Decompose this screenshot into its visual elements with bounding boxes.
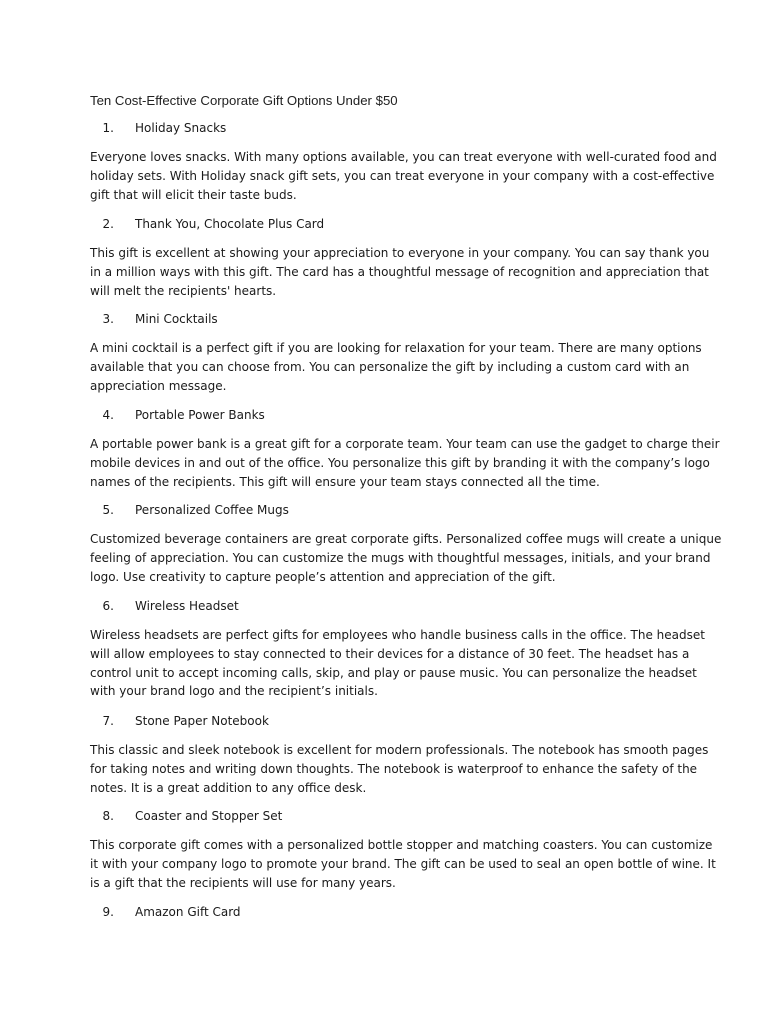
list-item-heading: [90, 406, 265, 424]
paragraph-line: mobile devices in and out of the office. You personalize this gift by branding it with the company’s logo: [90, 455, 710, 470]
list-item-number: 5.: [102, 503, 114, 517]
paragraph-line: notes. It is a great addition to any office desk.: [90, 780, 367, 795]
paragraph-line: This classic and sleek notebook is excellent for modern professionals. The notebook has smooth pages: [90, 743, 709, 757]
paragraph-line: in a million ways with this gift. The card has a thoughtful message of recognition and appreciation that: [90, 264, 709, 279]
list-item-title: Holiday Snacks: [135, 121, 227, 135]
paragraph-line: gift that will elicit their taste buds.: [90, 187, 297, 202]
list-item-paragraph: [90, 741, 709, 797]
list-item-heading: [90, 119, 226, 137]
paragraph-line: is a gift that the recipients will use for many years.: [90, 875, 396, 890]
list-item-heading: [90, 903, 241, 921]
list-item-title: Personalized Coffee Mugs: [135, 503, 289, 517]
list-item-heading: [90, 310, 218, 328]
paragraph-line: feeling of appreciation. You can customize the mugs with thoughtful messages, initials, and your brand: [90, 550, 711, 565]
list-item-paragraph: [90, 435, 720, 491]
list-item-paragraph: [90, 339, 702, 395]
list-item-paragraph: [90, 244, 710, 300]
paragraph-line: with your brand logo and the recipient’s initials.: [90, 684, 378, 699]
list-item-heading: [90, 597, 239, 615]
paragraph-line: Wireless headsets are perfect gifts for employees who handle business calls in the office. The headset: [90, 628, 705, 642]
list-item-title: Wireless Headset: [135, 599, 239, 613]
list-item-number: 8.: [102, 809, 114, 823]
list-item-number: 6.: [102, 599, 114, 613]
list-item-number: 2.: [102, 217, 114, 231]
list-item-number: 9.: [102, 905, 114, 919]
list-item-title: Portable Power Banks: [135, 408, 265, 422]
list-item-paragraph: [90, 530, 722, 586]
paragraph-line: appreciation message.: [90, 378, 227, 393]
list-item-number: 7.: [102, 714, 114, 728]
list-item-number: 4.: [102, 408, 114, 422]
list-item-heading: [90, 807, 282, 825]
list-item-number: 1.: [102, 121, 114, 135]
list-item-heading: [90, 215, 324, 233]
paragraph-line: Customized beverage containers are great corporate gifts. Personalized coffee mugs will create a unique: [90, 532, 722, 546]
document-title: Ten Cost-Effective Corporate Gift Options Under $50: [90, 93, 398, 108]
list-item-paragraph: [90, 626, 705, 701]
paragraph-line: control unit to accept incoming calls, skip, and play or pause music. You can personalize the headset: [90, 665, 697, 680]
paragraph-line: available that you can choose from. You can personalize the gift by including a custom card with an: [90, 359, 690, 374]
list-item-paragraph: [90, 148, 717, 204]
list-item-title: Thank You, Chocolate Plus Card: [135, 217, 325, 231]
list-item-heading: [90, 501, 289, 519]
list-item-title: Stone Paper Notebook: [135, 714, 269, 728]
paragraph-line: A mini cocktail is a perfect gift if you are looking for relaxation for your team. There are many options: [90, 341, 702, 355]
paragraph-line: This gift is excellent at showing your appreciation to everyone in your company. You can say thank you: [90, 246, 710, 260]
paragraph-line: for taking notes and writing down thoughts. The notebook is waterproof to enhance the safety of the: [90, 761, 698, 776]
paragraph-line: names of the recipients. This gift will ensure your team stays connected all the time.: [90, 474, 600, 489]
list-item-title: Coaster and Stopper Set: [135, 809, 283, 823]
paragraph-line: it with your company logo to promote your brand. The gift can be used to seal an open bottle of wine. It: [90, 856, 716, 871]
paragraph-line: This corporate gift comes with a personalized bottle stopper and matching coasters. You can customize: [90, 838, 713, 852]
paragraph-line: holiday sets. With Holiday snack gift sets, you can treat everyone in your company with a cost-effective: [90, 168, 715, 183]
list-item-title: Amazon Gift Card: [135, 905, 241, 919]
paragraph-line: Everyone loves snacks. With many options available, you can treat everyone with well-curated food and: [90, 150, 717, 164]
list-item-title: Mini Cocktails: [135, 312, 218, 326]
list-item-number: 3.: [102, 312, 114, 326]
paragraph-line: A portable power bank is a great gift for a corporate team. Your team can use the gadget to charge their: [90, 437, 720, 451]
paragraph-line: will allow employees to stay connected to their devices for a distance of 30 feet. The headset has a: [90, 646, 690, 661]
list-item-heading: [90, 712, 269, 730]
paragraph-line: will melt the recipients' hearts.: [90, 283, 277, 298]
list-item-paragraph: [90, 836, 716, 892]
paragraph-line: logo. Use creativity to capture people’s attention and appreciation of the gift.: [90, 569, 556, 584]
